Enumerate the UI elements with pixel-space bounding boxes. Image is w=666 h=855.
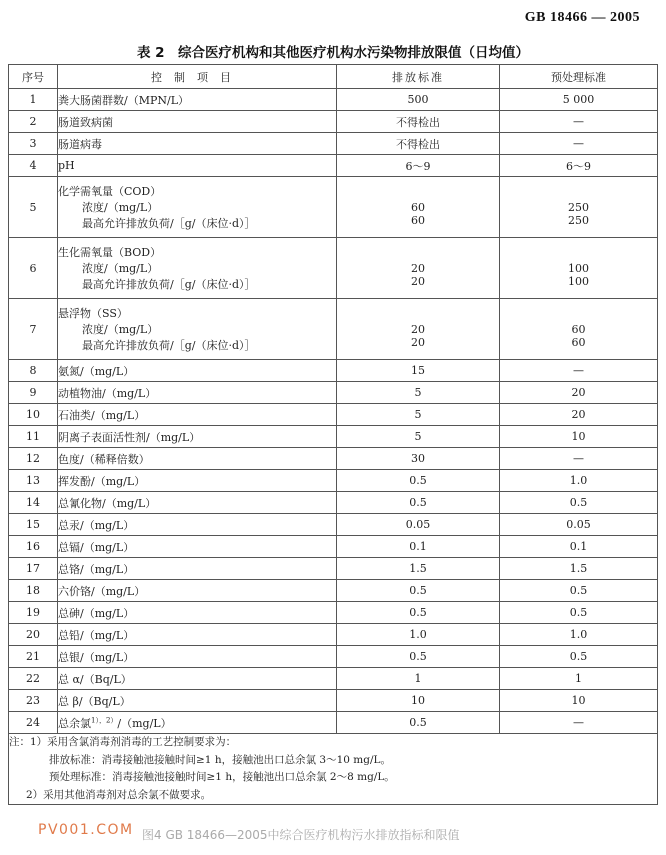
item-cell [58,492,337,514]
item-cell [58,299,337,360]
item-name: 肠道致病菌 [58,115,113,129]
table-row [9,426,658,448]
emission-value: 1 [337,668,500,690]
note-line-3: 预处理标准：消毒接触池接触时间≥1 h，接触池出口总余氯 2～8 mg/L。 [49,771,395,783]
emission-cell [337,238,500,299]
row-number: 15 [9,514,58,536]
emission-value: 0.5 [337,580,500,602]
emission-value: 1.5 [337,558,500,580]
item-name: 总氰化物/（mg/L） [58,496,157,510]
column-header-no: 序号 [9,65,58,89]
item-name: 生化需氧量（BOD） [58,246,162,259]
table-row [9,470,658,492]
table-row [9,580,658,602]
spacer-line [337,310,499,323]
item-name: 总 β/（Bq/L） [58,694,131,708]
item-cell [58,155,337,177]
standard-number: GB 18466 — 2005 [524,10,640,25]
emission-limits-table [8,64,658,805]
pretreat-value: 6～9 [500,155,658,177]
item-unit: /（mg/L） [117,716,172,730]
emission-value: 30 [337,448,500,470]
item-cell [58,382,337,404]
row-number: 1 [9,89,58,111]
table-row [9,89,658,111]
emission-value: 0.5 [337,646,500,668]
row-number: 17 [9,558,58,580]
item-name: 总铅/（mg/L） [58,628,135,642]
item-name: 总余氯 [58,716,91,730]
row-number: 9 [9,382,58,404]
item-name: 肠道病毒 [58,137,102,151]
column-header-pretreat: 预处理标准 [500,65,658,89]
note-line-2: 排放标准：消毒接触池接触时间≥1 h，接触池出口总余氯 3～10 mg/L。 [49,753,391,766]
item-name: 粪大肠菌群数/（MPN/L） [58,93,190,107]
table-row [9,690,658,712]
emission-value: 5 [337,404,500,426]
table-row [9,177,658,238]
table-row [9,558,658,580]
item-name: 总砷/（mg/L） [58,606,135,620]
emission-value: 不得检出 [337,111,500,133]
table-title: 表 2 综合医疗机构和其他医疗机构水污染物排放限值（日均值） [136,45,530,61]
table-row [9,404,658,426]
pretreat-value: 1 [500,668,658,690]
item-cell [58,448,337,470]
table-row [9,712,658,734]
emission-value: 10 [337,690,500,712]
item-cell [58,624,337,646]
item-cell [58,580,337,602]
row-number: 7 [9,299,58,360]
item-sub-load: 最高允许排放负荷/［g/（床位·d）］ [82,339,256,352]
item-name: pH [58,159,75,172]
row-number: 6 [9,238,58,299]
pretreat-value: 250 [568,200,589,214]
item-cell [58,558,337,580]
row-number: 13 [9,470,58,492]
column-header-item: 控制项目 [58,65,337,89]
emission-value: 0.1 [337,536,500,558]
pretreat-value: 0.5 [500,646,658,668]
emission-value: 20 [411,274,425,288]
emission-value: 15 [337,360,500,382]
table-row [9,238,658,299]
item-cell [58,470,337,492]
item-name: 总 α/（Bq/L） [58,672,132,686]
item-name: 六价铬/（mg/L） [58,584,146,598]
pretreat-value: 0.05 [500,514,658,536]
pretreat-value: 5 000 [500,89,658,111]
table-row [9,299,658,360]
pretreat-cell [500,299,658,360]
emission-cell [337,299,500,360]
item-cell [58,133,337,155]
table-row [9,133,658,155]
emission-cell [337,177,500,238]
item-sub-load: 最高允许排放负荷/［g/（床位·d）］ [82,278,256,291]
item-cell [58,238,337,299]
table-notes [9,734,658,805]
pretreat-value: — [500,111,658,133]
table-row [9,448,658,470]
item-cell [58,177,337,238]
pretreat-value: 20 [500,404,658,426]
pretreat-value: 10 [500,426,658,448]
emission-value: 0.5 [337,602,500,624]
row-number: 2 [9,111,58,133]
pretreat-value: 0.5 [500,492,658,514]
pretreat-value: 60 [571,335,586,349]
item-name: 石油类/（mg/L） [58,408,146,422]
item-cell [58,646,337,668]
pretreat-value: 60 [571,322,586,336]
item-cell [58,514,337,536]
table-row [9,492,658,514]
table-row [9,602,658,624]
item-name: 挥发酚/（mg/L） [58,474,146,488]
pretreat-value: 1.5 [500,558,658,580]
item-name: 总镉/（mg/L） [58,540,135,554]
pretreat-value: 1.0 [500,624,658,646]
pretreat-value: 0.5 [500,580,658,602]
emission-value: 20 [411,335,425,349]
row-number: 8 [9,360,58,382]
pretreat-value: 1.0 [500,470,658,492]
row-number: 23 [9,690,58,712]
note-line-4: 2）采用其他消毒剂对总余氯不做要求。 [26,788,212,801]
pretreat-cell [500,177,658,238]
row-number: 3 [9,133,58,155]
row-number: 21 [9,646,58,668]
item-cell [58,690,337,712]
table-header-row [9,65,658,89]
row-number: 18 [9,580,58,602]
pretreat-value: 20 [500,382,658,404]
emission-value: 20 [411,322,425,336]
item-name: 总银/（mg/L） [58,650,135,664]
item-name: 化学需氧量（COD） [58,185,162,198]
table-row [9,646,658,668]
emission-value: 500 [337,89,500,111]
table-row [9,155,658,177]
emission-value: 60 [411,200,425,214]
spacer-line [337,188,499,201]
emission-value: 60 [411,213,425,227]
item-name: 动植物油/（mg/L） [58,386,157,400]
emission-value: 0.05 [337,514,500,536]
item-name: 阴离子表面活性剂/（mg/L） [58,430,201,444]
item-name: 悬浮物（SS） [58,307,128,320]
item-cell [58,426,337,448]
notes-row [9,734,658,805]
figure-caption: 图4 GB 18466—2005中综合医疗机构污水排放指标和限值 [142,828,460,842]
table-row [9,111,658,133]
emission-value: 6～9 [337,155,500,177]
emission-value: 0.5 [337,492,500,514]
pretreat-value: 10 [500,690,658,712]
pretreat-cell [500,238,658,299]
spacer-line [500,188,657,201]
item-name: 氨氮/（mg/L） [58,364,135,378]
table-row [9,360,658,382]
row-number: 16 [9,536,58,558]
item-footnote-ref: 1），2） [91,715,118,724]
item-sub-concentration: 浓度/（mg/L） [82,323,159,336]
table-row [9,382,658,404]
table-row [9,514,658,536]
item-cell [58,360,337,382]
emission-value: 1.0 [337,624,500,646]
watermark: PV001.COM [38,822,134,838]
item-name: 色度/（稀释倍数） [58,452,150,466]
table-body [9,89,658,734]
row-number: 20 [9,624,58,646]
item-cell [58,536,337,558]
pretreat-value: — [500,448,658,470]
pretreat-value: — [500,360,658,382]
pretreat-value: 250 [568,213,589,227]
pretreat-value: — [500,133,658,155]
emission-value: 5 [337,382,500,404]
emission-value: 0.5 [337,470,500,492]
spacer-line [500,310,657,323]
row-number: 12 [9,448,58,470]
pretreat-value: 0.1 [500,536,658,558]
item-cell [58,602,337,624]
row-number: 10 [9,404,58,426]
emission-value: 5 [337,426,500,448]
pretreat-value: — [500,712,658,734]
item-name: 总铬/（mg/L） [58,562,135,576]
emission-value: 20 [411,261,425,275]
table-row [9,624,658,646]
item-cell [58,668,337,690]
pretreat-value: 0.5 [500,602,658,624]
item-cell [58,404,337,426]
table-row [9,668,658,690]
row-number: 22 [9,668,58,690]
item-cell [58,712,337,734]
row-number: 24 [9,712,58,734]
emission-value: 0.5 [337,712,500,734]
column-header-emission: 排放标准 [337,65,500,89]
emission-value: 不得检出 [337,133,500,155]
row-number: 19 [9,602,58,624]
item-sub-load: 最高允许排放负荷/［g/（床位·d）］ [82,217,256,230]
item-name: 总汞/（mg/L） [58,518,135,532]
pretreat-value: 100 [568,274,589,288]
note-line-1: 注：1）采用含氯消毒剂消毒的工艺控制要求为： [9,736,237,748]
row-number: 5 [9,177,58,238]
row-number: 11 [9,426,58,448]
item-cell [58,89,337,111]
item-cell [58,111,337,133]
row-number: 4 [9,155,58,177]
table-row [9,536,658,558]
pretreat-value: 100 [568,261,589,275]
spacer-line [337,249,499,262]
item-sub-concentration: 浓度/（mg/L） [82,201,159,214]
row-number: 14 [9,492,58,514]
item-sub-concentration: 浓度/（mg/L） [82,262,159,275]
spacer-line [500,249,657,262]
